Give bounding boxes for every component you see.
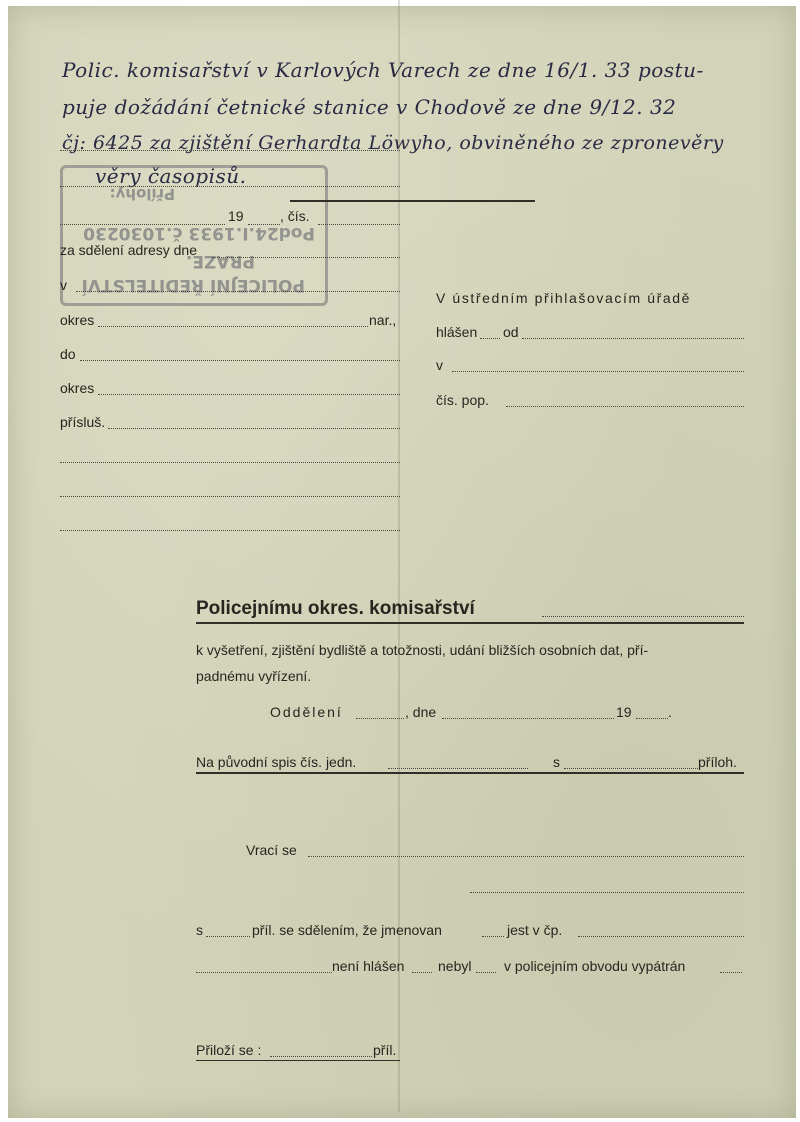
dotted-line (80, 360, 400, 361)
priloh-label: příloh. (698, 754, 737, 770)
dotted-line (476, 972, 496, 973)
prilozi-underline (196, 1060, 400, 1061)
dotted-line (196, 972, 332, 973)
handwritten-line-4: věry časopisů. (95, 164, 247, 188)
policejnim-label: v policejním obvodu vypátrán (504, 958, 686, 974)
year-label-2: 19 (616, 704, 632, 720)
okres-label-1: okres (60, 312, 95, 328)
dotted-line (108, 428, 400, 429)
okres-label-2: okres (60, 380, 95, 396)
dotted-line (522, 338, 744, 339)
v-right-label: v (436, 357, 443, 373)
pril-label: příl. se sdělením, že jmenovan (252, 922, 442, 938)
dotted-line (248, 224, 280, 225)
handwritten-line-3: čj: 6425 za zjištění Gerhardta Löwyho, obviněného ze zpronevěry (62, 132, 724, 154)
dotted-line (452, 371, 744, 372)
dotted-line (720, 972, 742, 973)
body-text-2: padnému vyřízení. (196, 668, 312, 684)
body-text-1: k vyšetření, zjištění bydliště a totožnosti, udání bližších osobních dat, pří- (196, 642, 649, 658)
s-label-2: s (196, 922, 203, 938)
dne-label: , dne (405, 704, 437, 720)
cis-label: , čís. (280, 208, 310, 224)
nar-label: nar., (369, 312, 397, 328)
jest-label: jest v čp. (507, 922, 563, 938)
s-label: s (553, 754, 560, 770)
od-label: od (503, 324, 519, 340)
neni-label: není hlášen (332, 958, 405, 974)
dotted-line (98, 394, 400, 395)
prilozi-label: Přiloží se : (196, 1042, 262, 1058)
dotted-line (60, 530, 400, 531)
hlasen-label: hlášen (436, 324, 478, 340)
main-heading: Policejnímu okres. komisařství (196, 598, 475, 619)
dotted-line (506, 406, 744, 407)
dotted-line (636, 718, 668, 719)
write-line (60, 186, 400, 187)
fold-line (398, 0, 400, 1112)
nebyl-label: nebyl (438, 958, 472, 974)
dotted-line (356, 718, 404, 719)
pril2-label: příl. (373, 1042, 397, 1058)
stamp-line-1: POLICEJNÍ ŘEDITELSTVÍ (81, 275, 305, 295)
heading-underline (196, 622, 744, 624)
dotted-line (480, 338, 500, 339)
dotted-line (270, 1056, 372, 1057)
adresa-label: za sdělení adresy dne (60, 242, 197, 258)
dotted-line (442, 718, 614, 719)
stamp-line-3: Pod24.I.1933 č.1030230 (83, 223, 315, 243)
dotted-line (564, 768, 698, 769)
dotted-line (206, 936, 250, 937)
dotted-line (578, 936, 744, 937)
dotted-line (98, 326, 368, 327)
dotted-line (308, 856, 744, 857)
v-label: v (60, 277, 67, 293)
spis-underline (196, 772, 744, 774)
cispop-label: čís. pop. (436, 392, 489, 408)
vraci-label: Vrací se (246, 842, 297, 858)
oddeleni-label: Oddělení (270, 704, 343, 720)
do-label: do (60, 346, 76, 362)
dotted-line (76, 291, 400, 292)
year-label: 19 (228, 208, 244, 224)
dotted-line (482, 936, 504, 937)
dotted-line (318, 224, 400, 225)
prislus-label: přísluš. (60, 414, 106, 430)
office-title: V ústředním přihlašovacím úřadě (436, 290, 692, 306)
dotted-line (412, 972, 432, 973)
stamp-line-4: Přílohy: (109, 185, 175, 203)
underline (290, 200, 535, 202)
dotted-line (60, 462, 400, 463)
dotted-line (60, 496, 400, 497)
spis-label: Na původní spis čís. jedn. (196, 754, 357, 770)
write-line (60, 150, 400, 151)
dotted-line (212, 257, 400, 258)
dotted-line (470, 892, 744, 893)
handwritten-line-2: puje dožádání četnické stanice v Chodově ze dne 9/12. 32 (62, 95, 677, 119)
dotted-line (542, 616, 744, 617)
period: . (668, 704, 672, 720)
handwritten-line-1: Polic. komisařství v Karlových Varech ze dne 16/1. 33 postu- (62, 58, 704, 82)
stamp-line-2: PRAZE. (185, 251, 255, 271)
dotted-line (388, 768, 528, 769)
dotted-line (60, 224, 225, 225)
